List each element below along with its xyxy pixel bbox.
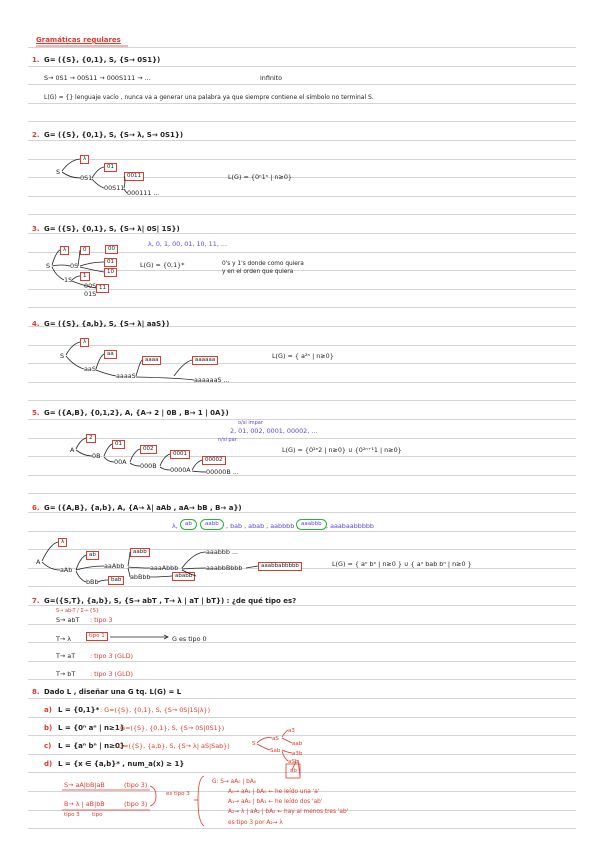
exercise-4-grammar: G= ({S}, {a,b}, S, {S→ λ| aaS}) [44,320,170,328]
exercise-8d-label: d) [44,760,53,768]
exercise-8c-tree-node-aSb: aSb [288,759,299,765]
exercise-2-root: S [56,168,61,176]
exercise-8c-tree-node-aS: aS [272,736,279,742]
exercise-3-number: 3. [32,225,40,233]
exercise-3-node-11: 11 [96,284,109,293]
exercise-6-root: A [36,558,41,566]
exercise-6-language: L(G) = { aⁿ bⁿ | n≥0 } ∪ { aⁿ bab bⁿ | n≥0 } [332,560,472,568]
exercise-8c-tree-node-a3: a3 [288,728,295,734]
exercise-3-node-1: 1 [80,272,90,281]
exercise-5-node-01: 01 [112,440,125,449]
exercise-5-node-0001: 0001 [170,450,190,459]
exercise-7-rule-2-type-box: tipo 1 [86,632,108,641]
exercise-4-node-aaaaaa: aaaaaa [192,356,218,365]
exercise-7-rule-2-conclusion: G es tipo 0 [172,635,207,643]
exercise-8d-grammar-line-5: es tipo 3 por A₂→ λ [228,820,283,826]
exercise-3-node-0: 0 [80,246,90,255]
exercise-3-node-1S: 1S [64,276,73,284]
exercise-8-statement: Dado L , diseñar una G tq. L(G) = L [44,688,182,696]
exercise-5-grammar: G= ({A,B}, {0,1,2}, A, {A→ 2 | 0B , B→ 1 | 0A}) [44,409,229,417]
exercise-5-word-list: 2, 01, 002, 0001, 00002, ... [230,427,318,435]
exercise-5-note-odd: o/si impar [238,420,263,426]
exercise-8c-label: c) [44,742,52,750]
exercise-8d-under-1: tipo 3 [64,812,80,818]
exercise-8c-tree-root: S [252,741,256,747]
exercise-6-node-aaabbabbbbb: aaabbabbbbb [258,562,302,571]
exercise-3-node-lambda: λ [60,246,69,255]
exercise-1-infinite-note: infinito [260,74,283,82]
exercise-5-node-0000A: 0000A [170,466,191,474]
exercise-6-words-mid: , bab , abab , aabbbb , [226,522,299,530]
exercise-1-derivation: S→ 0S1 → 00S11 → 000S111 → ... [44,74,151,82]
exercise-5-root: A [70,446,75,454]
exercise-3-word-list: λ, 0, 1, 00, 01, 10, 11, ... [148,240,227,248]
exercise-6-word-ab-circled: ab [180,519,197,530]
exercise-8d-type-conclusion: es tipo 3 [166,791,190,797]
exercise-2-language: L(G) = {0ⁿ1ⁿ | n≥0} [228,173,292,181]
exercise-2-node-00S11: 00S11 [104,184,125,192]
exercise-8c-tree-node-Sab: Sab [270,748,281,754]
exercise-4-node-aaaaaaS: aaaaaaS ... [194,376,230,384]
exercise-7-rule-3: T→ aT [56,652,76,660]
exercise-8a-language: L = {0,1}* [58,706,100,714]
exercise-8d-language: L = {x ∈ {a,b}* , num_a(x) ≥ 1} [58,760,185,768]
exercise-7-rule-4-type: : tipo 3 (GLD) [90,670,133,678]
exercise-5-node-2: 2 [86,434,96,443]
exercise-4-node-aa: aa [104,350,117,359]
exercise-8b-grammar: : G=({S}, {0,1}, S, {S→ 0S|0S1}) [116,724,225,732]
exercise-6-node-aaabbBbbb: aaabbBbbb [206,564,243,572]
exercise-8a-grammar: : G=({S}, {0,1}, S, {S→ 0S|1S|λ}) [100,706,211,714]
exercise-8d-rule-B-type: (tipo 3) [124,800,148,808]
exercise-7-rule-4: T→ bT [56,670,76,678]
exercise-1-grammar: G= ({S}, {0,1}, S, {S→ 0S1}) [44,56,161,64]
exercise-8c-tree-node-a3b: a3b [292,751,303,757]
exercise-2-node-01: 01 [104,163,117,172]
exercise-3-node-00: 00 [105,245,118,254]
exercise-8c-language: L = {aⁿ bⁿ | n≥0} [58,742,125,750]
exercise-8-number: 8. [32,688,40,696]
exercise-7-grammar: G=({S,T}, {a,b}, S, {S→ abT , T→ λ | aT | bT}) : ¿de qué tipo es? [44,597,297,605]
exercise-3-grammar: G= ({S}, {0,1}, S, {S→ λ| 0S| 1S}) [44,225,180,233]
exercise-8a-label: a) [44,706,52,714]
exercise-7-rule-2: T→ λ [56,635,72,643]
exercise-5-node-00000B: 00000B ... [206,468,239,476]
exercise-8d-rule-B: B→ λ | aB|bB [64,800,105,808]
exercise-4-number: 4. [32,320,40,328]
exercise-8d-rule-S-type: (tipo 3) [124,781,148,789]
exercise-8b-language: L = {0ⁿ aⁿ | n≥1} [58,724,125,732]
exercise-4-node-aaaaS: aaaaS [116,372,136,380]
exercise-7-rule-3-type: : tipo 3 (GLD) [90,652,133,660]
exercise-7-rule-1-type: : tipo 3 [90,616,113,624]
exercise-2-node-0011: 0011 [124,172,144,181]
exercise-8c-tree-node-ab: ab [290,768,297,774]
exercise-5-note-even: n/si par [218,437,237,443]
exercise-6-words-start: λ, [172,522,178,530]
exercise-7-hint: S→ ab-T / Σ→ {S} [56,608,99,614]
exercise-8d-rule-S: S→ aA|bB|aB [64,781,105,789]
exercise-6-number: 6. [32,504,40,512]
exercise-3-node-0S: 0S [70,262,79,270]
exercise-3-node-01: 01 [104,258,117,267]
exercise-8d-under-2: tipo [92,812,103,818]
exercise-8c-tree-node-aab: aab [292,741,303,747]
exercise-2-number: 2. [32,131,40,139]
exercise-5-node-00A: 00A [114,458,127,466]
exercise-6-node-lambda: λ [58,538,67,547]
exercise-5-node-0B: 0B [92,452,101,460]
exercise-8b-label: b) [44,724,53,732]
exercise-4-node-aaS: aaS [84,365,96,373]
exercise-2-node-000111: 000111 ... [127,189,160,197]
exercise-3-note-2: y en el orden que quiera [222,269,294,275]
exercise-7-number: 7. [32,597,40,605]
exercise-6-node-bab: bab [108,576,124,585]
exercise-3-root: S [46,262,51,270]
exercise-4-node-aaaa: aaaa [142,356,161,365]
exercise-8d-grammar-line-2: A₀→ aA₁ | bA₀ ← he leído una 'a' [228,789,320,795]
exercise-6-node-aabb: aabb [130,548,150,557]
exercise-1-number: 1. [32,56,40,64]
exercise-3-node-00S: 00S [84,282,97,290]
exercise-7-rule-1: S→ abT [56,616,80,624]
exercise-6-node-bBb: bBb [86,578,99,586]
exercise-3-note-1: 0's y 1's donde como quiera [222,261,304,267]
exercise-6-node-aAb: aAb [60,566,73,574]
exercise-2-node-lambda: λ [80,155,89,164]
exercise-6-grammar: G= ({A,B}, {a,b}, A, {A→ λ| aAb , aA→ bB , B→ a}) [44,504,242,512]
page-title: Gramáticas regulares [36,36,121,44]
exercise-6-word-aaabbb-circled: aaabbb [296,519,327,530]
exercise-6-words-tail: , aaabaabbbbb [326,522,374,530]
exercise-5-number: 5. [32,409,40,417]
exercise-4-node-lambda: λ [80,338,89,347]
exercise-6-node-aaaAbbb: aaaAbbb [150,564,179,572]
exercise-3-language: L(G) = {0,1}* [140,261,185,269]
exercise-8d-grammar-line-3: A₁→ aA₂ | bA₁ ← he leído dos 'ab' [228,799,323,805]
exercise-2-grammar: G= ({S}, {0,1}, S, {S→ λ, S→ 0S1}) [44,131,184,139]
exercise-3-node-01S: 01S [84,290,97,298]
exercise-4-language: L(G) = { a²ⁿ | n≥0} [272,352,334,360]
exercise-4-root: S [60,352,65,360]
exercise-6-node-ababb: ababb [172,572,195,581]
exercise-6-node-aaabbb: aaabbb ... [206,548,239,556]
exercise-8c-grammar: : G=({S}, {a,b}, S, {S→ λ| aS|Sab}) [114,742,230,750]
exercise-2-node-0S1: 0S1 [80,174,93,182]
exercise-8d-grammar-line-4: A₂→ λ | aA₂ | bA₂ ← hay al menos tres 'ab' [228,809,349,815]
exercise-6-word-aabb-circled: aabb [200,519,224,530]
exercise-6-node-aaAbb: aaAbb [104,562,125,570]
exercise-8d-grammar-line-1: G: S→ aA₀ | bA₀ [212,779,257,785]
exercise-5-node-00002: 00002 [202,456,226,465]
exercise-1-language: L(G) = {} lenguaje vacío , nunca va a generar una palabra ya que siempre contiene el símbolo no terminal S. [44,94,374,101]
exercise-5-node-000B: 000B [140,462,157,470]
exercise-5-node-002: 002 [140,445,157,454]
exercise-5-language: L(G) = {0²ⁿ2 | n≥0} ∪ {0²ⁿ⁺¹1 | n≥0} [282,446,402,454]
exercise-6-node-abBbb: abBbb [130,573,151,581]
exercise-3-node-10: 10 [104,268,117,277]
exercise-6-node-ab: ab [86,551,99,560]
